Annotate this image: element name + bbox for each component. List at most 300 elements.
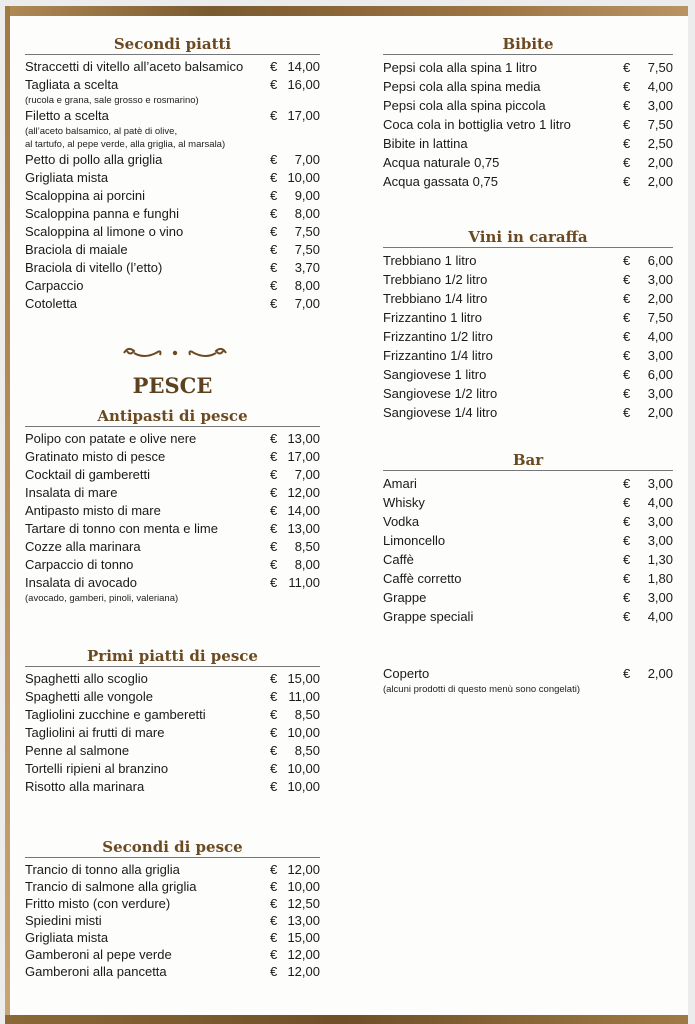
item-name: Spaghetti alle vongole: [25, 689, 153, 704]
currency-symbol: €: [270, 467, 278, 482]
menu-item: [25, 538, 320, 556]
menu-item: [25, 760, 320, 778]
item-price: [270, 58, 320, 76]
item-name: Frizzantino 1/2 litro: [383, 329, 493, 344]
currency-symbol: €: [623, 514, 631, 529]
currency-symbol: €: [270, 896, 278, 911]
item-name: Trebbiano 1/2 litro: [383, 272, 488, 287]
price-value: 13,00: [287, 431, 320, 446]
item-price: [270, 107, 320, 125]
currency-symbol: €: [270, 879, 278, 894]
item-price: [270, 151, 320, 169]
currency-symbol: €: [623, 476, 631, 491]
price-value: 12,00: [287, 964, 320, 979]
item-name: Gamberoni alla pancetta: [25, 964, 167, 979]
item-price: [270, 929, 320, 946]
menu-item: [383, 493, 673, 512]
currency-symbol: €: [623, 329, 631, 344]
price-value: 7,00: [294, 296, 320, 311]
price-value: 7,50: [647, 310, 673, 325]
menu-item: [25, 574, 320, 592]
item-price: [270, 484, 320, 502]
item-name: Spiedini misti: [25, 913, 102, 928]
item-price: [623, 664, 673, 683]
item-name: Grigliata mista: [25, 930, 109, 945]
currency-symbol: €: [623, 98, 631, 113]
item-name: Pepsi cola alla spina 1 litro: [383, 60, 537, 75]
menu-item: [25, 259, 320, 277]
section-title: Primi piatti di pesce: [25, 646, 320, 667]
item-price: [623, 327, 673, 346]
currency-symbol: €: [623, 253, 631, 268]
price-value: 7,00: [294, 467, 320, 482]
item-name: Spaghetti allo scoglio: [25, 671, 148, 686]
item-name: Trebbiano 1/4 litro: [383, 291, 488, 306]
price-value: 15,00: [287, 671, 320, 686]
menu-item: [383, 550, 673, 569]
item-name: Gamberoni al pepe verde: [25, 947, 172, 962]
section-bar: [383, 450, 673, 626]
item-name: Filetto a scelta: [25, 108, 109, 123]
item-name: Caffè: [383, 552, 414, 567]
item-price: [623, 134, 673, 153]
menu-item: [383, 365, 673, 384]
price-value: 8,00: [294, 557, 320, 572]
item-note: (alcuni prodotti di questo menù sono congelati): [383, 684, 580, 695]
item-price: [623, 403, 673, 422]
item-price: [270, 466, 320, 484]
item-price: [270, 912, 320, 929]
item-name: Antipasto misto di mare: [25, 503, 161, 518]
item-name: Tagliolini ai frutti di mare: [25, 725, 165, 740]
currency-symbol: €: [270, 930, 278, 945]
pesce-title: PESCE: [132, 373, 213, 398]
menu-item: [383, 607, 673, 626]
currency-symbol: €: [270, 77, 278, 92]
item-name: Coperto: [383, 666, 430, 681]
item-price: [623, 365, 673, 384]
menu-item: [25, 205, 320, 223]
price-value: 7,50: [294, 224, 320, 239]
currency-symbol: €: [270, 224, 278, 239]
item-name: Tortelli ripieni al branzino: [25, 761, 169, 776]
menu-item: [25, 241, 320, 259]
item-price: [623, 512, 673, 531]
currency-symbol: €: [623, 405, 631, 420]
item-price: [270, 430, 320, 448]
currency-symbol: €: [270, 449, 278, 464]
item-name: Trancio di salmone alla griglia: [25, 879, 197, 894]
ornament-flourish-icon: [120, 343, 230, 363]
price-value: 10,00: [287, 879, 320, 894]
currency-symbol: €: [270, 278, 278, 293]
currency-symbol: €: [623, 495, 631, 510]
item-price: [270, 742, 320, 760]
item-price: [270, 259, 320, 277]
item-price: [270, 277, 320, 295]
currency-symbol: €: [270, 296, 278, 311]
section-title: Bibite: [383, 34, 673, 55]
item-price: [270, 706, 320, 724]
item-name: Trebbiano 1 litro: [383, 253, 477, 268]
item-note: (rucola e grana, sale grosso e rosmarino): [25, 95, 199, 106]
currency-symbol: €: [270, 521, 278, 536]
menu-item: [25, 187, 320, 205]
item-price: [270, 205, 320, 223]
menu-item: [25, 76, 320, 94]
menu-item: [25, 448, 320, 466]
menu-item: [383, 96, 673, 115]
currency-symbol: €: [270, 170, 278, 185]
price-value: 10,00: [287, 725, 320, 740]
price-value: 4,00: [647, 495, 673, 510]
menu-item: [25, 556, 320, 574]
price-value: 1,30: [647, 552, 673, 567]
menu-item: [25, 912, 320, 929]
item-price: [623, 153, 673, 172]
item-name: Tagliata a scelta: [25, 77, 119, 92]
price-value: 3,00: [647, 590, 673, 605]
price-value: 17,00: [287, 108, 320, 123]
item-name: Tagliolini zucchine e gamberetti: [25, 707, 206, 722]
menu-item: [25, 169, 320, 187]
item-price: [623, 289, 673, 308]
item-price: [270, 76, 320, 94]
menu-item: [25, 520, 320, 538]
currency-symbol: €: [270, 725, 278, 740]
currency-symbol: €: [623, 272, 631, 287]
currency-symbol: €: [270, 779, 278, 794]
menu-item: [383, 346, 673, 365]
item-price: [270, 724, 320, 742]
currency-symbol: €: [623, 136, 631, 151]
currency-symbol: €: [623, 666, 631, 681]
frame-top-border: [5, 6, 688, 16]
item-name: Limoncello: [383, 533, 446, 548]
currency-symbol: €: [270, 913, 278, 928]
frame-left-border: [5, 6, 10, 1024]
section-bibite: [383, 34, 673, 191]
currency-symbol: €: [623, 291, 631, 306]
price-value: 2,50: [647, 136, 673, 151]
item-name: Bibite in lattina: [383, 136, 468, 151]
price-value: 13,00: [287, 913, 320, 928]
currency-symbol: €: [270, 862, 278, 877]
item-name: Scaloppina ai porcini: [25, 188, 145, 203]
price-value: 16,00: [287, 77, 320, 92]
item-name: Carpaccio: [25, 278, 84, 293]
currency-symbol: €: [270, 485, 278, 500]
item-name: Penne al salmone: [25, 743, 130, 758]
price-value: 4,00: [647, 329, 673, 344]
currency-symbol: €: [270, 431, 278, 446]
menu-item: [25, 688, 320, 706]
item-name: Caffè corretto: [383, 571, 462, 586]
currency-symbol: €: [270, 206, 278, 221]
currency-symbol: €: [270, 689, 278, 704]
menu-item: [383, 512, 673, 531]
price-value: 3,00: [647, 98, 673, 113]
menu-item: [383, 664, 673, 683]
item-price: [270, 574, 320, 592]
price-value: 9,00: [294, 188, 320, 203]
menu-item: [383, 77, 673, 96]
menu-item: [383, 58, 673, 77]
item-name: Braciola di vitello (l’etto): [25, 260, 163, 275]
item-name: Amari: [383, 476, 417, 491]
item-name: Acqua gassata 0,75: [383, 174, 498, 189]
menu-item: [25, 58, 320, 76]
price-value: 15,00: [287, 930, 320, 945]
price-value: 3,00: [647, 348, 673, 363]
item-name: Sangiovese 1 litro: [383, 367, 487, 382]
menu-item: [383, 531, 673, 550]
item-price: [270, 520, 320, 538]
item-name: Insalata di mare: [25, 485, 118, 500]
item-name: Gratinato misto di pesce: [25, 449, 166, 464]
item-price: [270, 895, 320, 912]
price-value: 3,00: [647, 272, 673, 287]
item-name: Carpaccio di tonno: [25, 557, 134, 572]
price-value: 8,50: [294, 707, 320, 722]
item-price: [623, 550, 673, 569]
frame-bottom-border: [5, 1015, 688, 1024]
currency-symbol: €: [623, 367, 631, 382]
price-value: 12,50: [287, 896, 320, 911]
item-name: Tartare di tonno con menta e lime: [25, 521, 218, 536]
item-price: [623, 172, 673, 191]
section-title: Vini in caraffa: [383, 227, 673, 248]
menu-item: [25, 466, 320, 484]
item-price: [270, 295, 320, 313]
price-value: 1,80: [647, 571, 673, 586]
menu-item: [25, 929, 320, 946]
price-value: 2,00: [647, 291, 673, 306]
menu-item: [383, 308, 673, 327]
currency-symbol: €: [623, 174, 631, 189]
item-name: Insalata di avocado: [25, 575, 138, 590]
price-value: 14,00: [287, 59, 320, 74]
currency-symbol: €: [270, 557, 278, 572]
item-price: [270, 670, 320, 688]
item-price: [270, 946, 320, 963]
item-name: Frizzantino 1 litro: [383, 310, 482, 325]
item-name: Fritto misto (con verdure): [25, 896, 171, 911]
item-price: [623, 77, 673, 96]
item-name: Coca cola in bottiglia vetro 1 litro: [383, 117, 571, 132]
item-note: (all’aceto balsamico, al patè di olive,: [25, 126, 178, 137]
price-value: 10,00: [287, 779, 320, 794]
price-value: 13,00: [287, 521, 320, 536]
item-name: Braciola di maiale: [25, 242, 128, 257]
menu-item: [25, 223, 320, 241]
price-value: 3,70: [294, 260, 320, 275]
price-value: 11,00: [288, 575, 320, 590]
item-name: Vodka: [383, 514, 420, 529]
price-value: 7,50: [647, 60, 673, 75]
price-value: 17,00: [287, 449, 320, 464]
currency-symbol: €: [270, 575, 278, 590]
price-value: 12,00: [287, 485, 320, 500]
section-title: Bar: [383, 450, 673, 471]
menu-item: [383, 289, 673, 308]
currency-symbol: €: [270, 539, 278, 554]
price-value: 2,00: [647, 155, 673, 170]
currency-symbol: €: [623, 79, 631, 94]
menu-item: [25, 946, 320, 963]
menu-item: [383, 588, 673, 607]
price-value: 3,00: [647, 386, 673, 401]
price-value: 8,00: [294, 206, 320, 221]
price-value: 3,00: [647, 476, 673, 491]
menu-item: [25, 295, 320, 313]
price-value: 8,50: [294, 743, 320, 758]
price-value: 3,00: [647, 514, 673, 529]
item-name: Polipo con patate e olive nere: [25, 431, 197, 446]
price-value: 10,00: [287, 761, 320, 776]
price-value: 3,00: [647, 533, 673, 548]
item-price: [270, 688, 320, 706]
currency-symbol: €: [623, 60, 631, 75]
item-price: [623, 531, 673, 550]
currency-symbol: €: [623, 155, 631, 170]
currency-symbol: €: [270, 108, 278, 123]
price-value: 2,00: [647, 405, 673, 420]
item-price: [270, 169, 320, 187]
menu-item: [383, 115, 673, 134]
item-name: Risotto alla marinara: [25, 779, 145, 794]
item-name: Acqua naturale 0,75: [383, 155, 500, 170]
currency-symbol: €: [623, 348, 631, 363]
item-price: [270, 502, 320, 520]
item-name: Whisky: [383, 495, 425, 510]
item-name: Cozze alla marinara: [25, 539, 141, 554]
menu-item: [25, 430, 320, 448]
menu-item: [25, 107, 320, 125]
currency-symbol: €: [270, 671, 278, 686]
price-value: 6,00: [647, 367, 673, 382]
menu-item: [25, 895, 320, 912]
currency-symbol: €: [270, 260, 278, 275]
item-price: [270, 878, 320, 895]
item-name: Straccetti di vitello all’aceto balsamico: [25, 59, 244, 74]
section-antipasti-di-pesce: [25, 406, 320, 605]
section-secondi-di-pesce: [25, 837, 320, 980]
menu-item: [25, 724, 320, 742]
currency-symbol: €: [270, 503, 278, 518]
item-name: Trancio di tonno alla griglia: [25, 862, 180, 877]
item-price: [270, 778, 320, 796]
item-price: [623, 115, 673, 134]
item-name: Grigliata mista: [25, 170, 109, 185]
item-price: [623, 308, 673, 327]
currency-symbol: €: [623, 609, 631, 624]
item-name: Sangiovese 1/2 litro: [383, 386, 498, 401]
currency-symbol: €: [623, 552, 631, 567]
currency-symbol: €: [270, 761, 278, 776]
price-value: 11,00: [288, 689, 320, 704]
currency-symbol: €: [623, 117, 631, 132]
item-price: [623, 96, 673, 115]
item-price: [270, 963, 320, 980]
item-price: [623, 493, 673, 512]
item-name: Grappe: [383, 590, 427, 605]
item-price: [270, 556, 320, 574]
section-secondi-piatti: [25, 34, 320, 313]
currency-symbol: €: [270, 152, 278, 167]
item-name: Scaloppina al limone o vino: [25, 224, 184, 239]
section-title: Antipasti di pesce: [25, 406, 320, 427]
item-price: [270, 241, 320, 259]
price-value: 8,00: [294, 278, 320, 293]
currency-symbol: €: [270, 964, 278, 979]
item-price: [270, 448, 320, 466]
menu-item: [25, 151, 320, 169]
item-name: Cotoletta: [25, 296, 78, 311]
section-title: Secondi piatti: [25, 34, 320, 55]
item-price: [623, 58, 673, 77]
menu-item: [383, 172, 673, 191]
currency-symbol: €: [270, 59, 278, 74]
price-value: 7,00: [294, 152, 320, 167]
item-name: Grappe speciali: [383, 609, 474, 624]
item-price: [270, 223, 320, 241]
menu-item: [25, 742, 320, 760]
menu-item: [383, 569, 673, 588]
price-value: 7,50: [647, 117, 673, 132]
menu-item: [383, 153, 673, 172]
menu-item: [25, 778, 320, 796]
currency-symbol: €: [623, 386, 631, 401]
item-price: [623, 346, 673, 365]
price-value: 2,00: [647, 666, 673, 681]
currency-symbol: €: [270, 188, 278, 203]
menu-item: [383, 384, 673, 403]
menu-item: [383, 134, 673, 153]
item-name: Sangiovese 1/4 litro: [383, 405, 498, 420]
price-value: 4,00: [647, 609, 673, 624]
menu-item: [383, 403, 673, 422]
item-name: Petto di pollo alla griglia: [25, 152, 163, 167]
menu-item: [25, 670, 320, 688]
item-note: al tartufo, al pepe verde, alla griglia, al marsala): [25, 139, 226, 150]
item-name: Pepsi cola alla spina media: [383, 79, 541, 94]
menu-item: [25, 963, 320, 980]
item-price: [623, 569, 673, 588]
item-price: [270, 760, 320, 778]
price-value: 6,00: [647, 253, 673, 268]
item-price: [270, 538, 320, 556]
section-coperto: [383, 664, 673, 696]
currency-symbol: €: [623, 571, 631, 586]
menu-item: [25, 502, 320, 520]
currency-symbol: €: [623, 310, 631, 325]
menu-item: [25, 706, 320, 724]
currency-symbol: €: [270, 707, 278, 722]
currency-symbol: €: [623, 533, 631, 548]
item-name: Scaloppina panna e funghi: [25, 206, 179, 221]
currency-symbol: €: [270, 947, 278, 962]
price-value: 7,50: [294, 242, 320, 257]
item-name: Pepsi cola alla spina piccola: [383, 98, 546, 113]
price-value: 14,00: [287, 503, 320, 518]
item-price: [623, 607, 673, 626]
menu-item: [383, 327, 673, 346]
menu-item: [383, 474, 673, 493]
section-vini-in-caraffa: [383, 227, 673, 422]
price-value: 12,00: [287, 862, 320, 877]
menu-item: [25, 861, 320, 878]
